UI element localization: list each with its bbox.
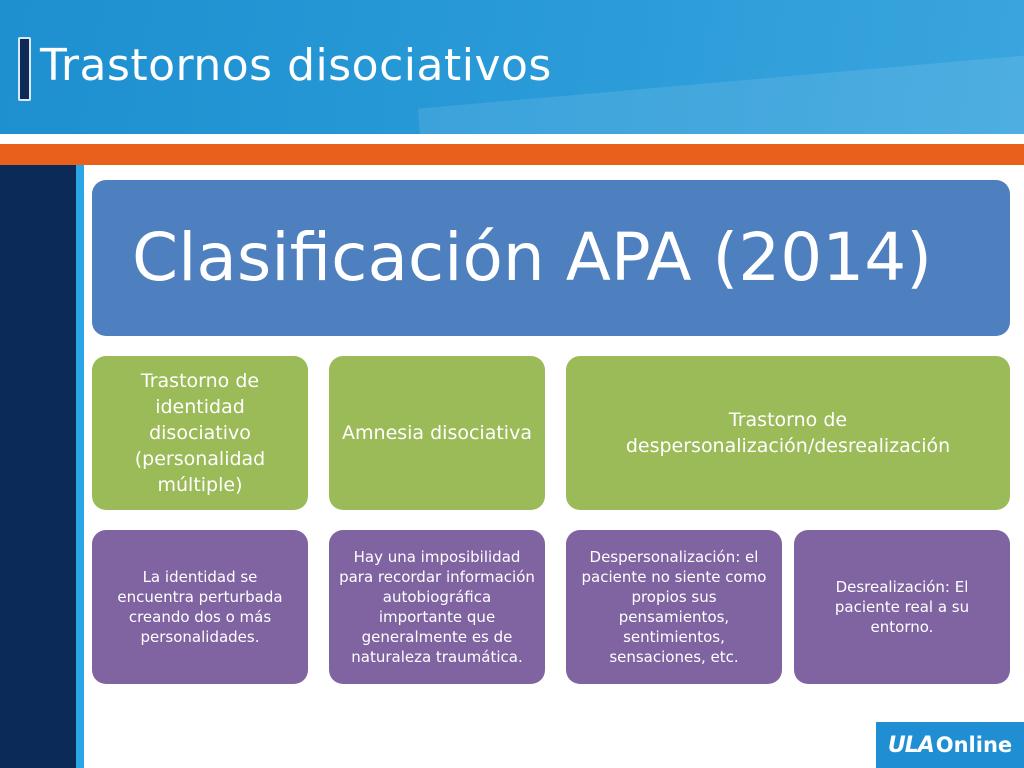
slide-header — [0, 0, 1024, 134]
logo-online: Online — [935, 733, 1013, 757]
description-box-amnesia — [329, 530, 545, 684]
title-marker-icon — [18, 37, 31, 101]
slide-title: Trastornos disociativos — [40, 40, 552, 91]
classification-title-box — [92, 180, 1010, 336]
category-label: Trastorno de despersonalización/desrealización — [625, 409, 951, 457]
category-label: Amnesia disociativa — [342, 422, 532, 444]
description-box-identity — [92, 530, 308, 684]
category-box-amnesia — [329, 356, 545, 510]
ula-online-logo — [876, 722, 1024, 768]
description-text: La identidad se encuentra perturbada creando dos o más personalidades. — [117, 568, 283, 646]
left-sidebar-stripe — [76, 165, 84, 768]
category-box-identity — [92, 356, 308, 510]
description-box-derealization — [794, 530, 1010, 684]
description-box-depersonalization — [566, 530, 782, 684]
description-text: Despersonalización: el paciente no siente como propios sus pensamientos, sentimientos, sensaciones, etc. — [581, 548, 767, 666]
left-sidebar-band — [0, 165, 76, 768]
header-divider — [0, 134, 1024, 144]
description-text: Hay una imposibilidad para recordar información autobiográfica importante que generalmente es de naturaleza traumática. — [339, 548, 535, 666]
description-text: Desrealización: El paciente real a su entorno. — [834, 578, 970, 636]
classification-title: Clasificación APA (2014) — [132, 219, 933, 296]
logo-ula: ULA — [887, 732, 934, 758]
category-box-depersonalization — [566, 356, 1010, 510]
category-label: Trastorno de identidad disociativo (personalidad múltiple) — [134, 370, 266, 496]
orange-accent-bar — [0, 144, 1024, 165]
